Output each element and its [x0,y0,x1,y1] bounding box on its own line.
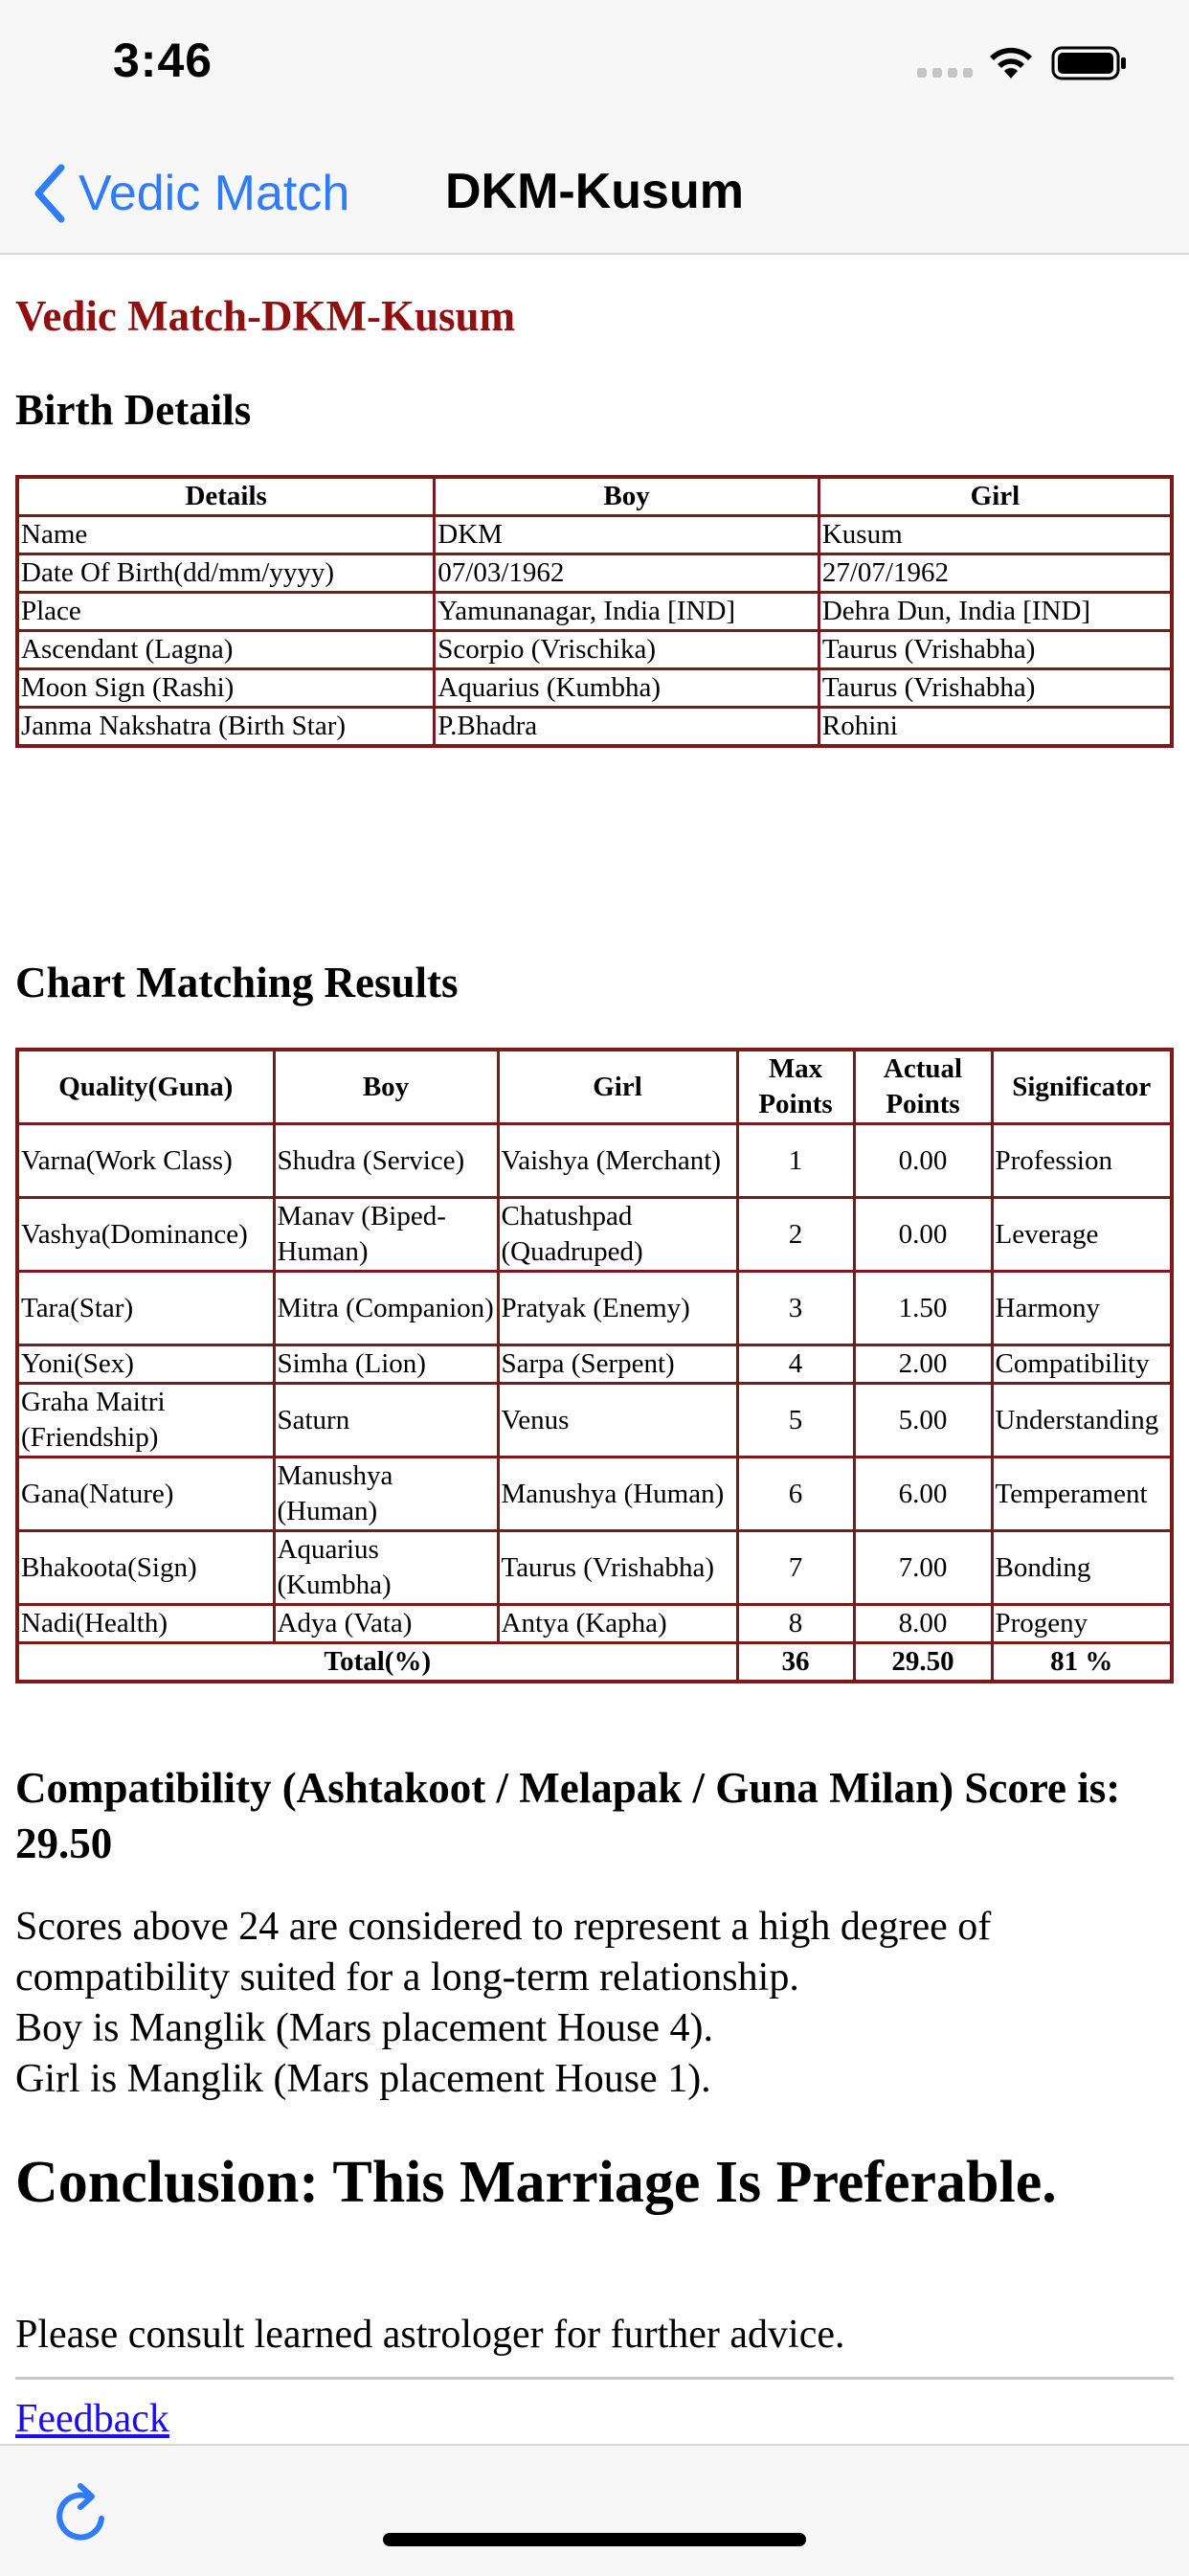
manglik-note-girl: Girl is Manglik (Mars placement House 1). [15,2057,711,2101]
table-cell: Ascendant (Lagna) [17,631,435,669]
nav-title: DKM-Kusum [445,164,744,219]
table-cell: Date Of Birth(dd/mm/yyyy) [17,554,435,593]
table-cell: Tara(Star) [17,1272,274,1345]
table-header: Actual Points [854,1050,992,1124]
table-cell: 7 [737,1531,854,1605]
cellular-signal-icon [917,68,973,78]
table-cell: 2.00 [854,1345,992,1384]
table-header: Max Points [737,1050,854,1124]
table-cell: Temperament [992,1457,1172,1531]
status-bar [0,0,1189,134]
table-cell: Vashya(Dominance) [17,1198,274,1272]
conclusion-heading: Conclusion: This Marriage Is Preferable. [15,2150,1057,2215]
table-cell: DKM [435,516,819,554]
table-cell: Janma Nakshatra (Birth Star) [17,708,435,747]
table-cell: Mitra (Companion) [274,1272,498,1345]
table-row [17,708,1172,747]
table-cell: 1 [737,1124,854,1198]
table-row [17,1605,1172,1643]
table-cell: Shudra (Service) [274,1124,498,1198]
manglik-note-boy: Boy is Manglik (Mars placement House 4). [15,2006,714,2050]
table-cell: 07/03/1962 [435,554,819,593]
table-row [17,1531,1172,1605]
table-cell: Dehra Dun, India [IND] [819,593,1172,631]
table-row [17,631,1172,669]
wifi-icon [986,42,1036,80]
table-cell: 1.50 [854,1272,992,1345]
table-cell: Venus [498,1384,737,1457]
table-cell: 6 [737,1457,854,1531]
table-cell: Pratyak (Enemy) [498,1272,737,1345]
table-cell: Manav (Biped-Human) [274,1198,498,1272]
status-time: 3:46 [113,34,213,87]
note-line: Scores above 24 are considered to represent a high degree of [15,1905,992,1949]
score-value: 29.50 [15,1819,113,1867]
table-cell: P.Bhadra [435,708,819,747]
table-cell: Profession [992,1124,1172,1198]
table-cell: Harmony [992,1272,1172,1345]
back-button-label: Vedic Match [79,166,350,221]
birth-details-heading: Birth Details [15,386,252,434]
table-cell: Taurus (Vrishabha) [819,669,1172,708]
table-cell: 8.00 [854,1605,992,1643]
table-cell: Vaishya (Merchant) [498,1124,737,1198]
table-cell: Yoni(Sex) [17,1345,274,1384]
table-header-row [17,1050,1172,1124]
table-row [17,1198,1172,1272]
table-header-row [17,477,1172,516]
table-row [17,1124,1172,1198]
table-row [17,554,1172,593]
battery-icon [1051,46,1128,80]
table-total-row [17,1643,1172,1683]
table-cell: Sarpa (Serpent) [498,1345,737,1384]
table-cell: Leverage [992,1198,1172,1272]
refresh-icon[interactable] [50,2482,117,2549]
table-cell: Place [17,593,435,631]
score-heading-text: Compatibility (Ashtakoot / Melapak / Guna Milan) Score is: [15,1764,1121,1812]
table-cell: 0.00 [854,1198,992,1272]
feedback-link[interactable]: Feedback [15,2397,169,2441]
table-cell: Adya (Vata) [274,1605,498,1643]
bottom-toolbar [0,2444,1189,2576]
table-cell: Chatushpad (Quadruped) [498,1198,737,1272]
table-row [17,1272,1172,1345]
table-cell: Manushya (Human) [274,1457,498,1531]
table-cell: Saturn [274,1384,498,1457]
table-cell: 5.00 [854,1384,992,1457]
table-cell: 4 [737,1345,854,1384]
table-cell: Scorpio (Vrischika) [435,631,819,669]
table-header: Quality(Guna) [17,1050,274,1124]
table-cell: 0.00 [854,1124,992,1198]
table-cell: Antya (Kapha) [498,1605,737,1643]
table-cell: Name [17,516,435,554]
table-cell: Kusum [819,516,1172,554]
table-row [17,516,1172,554]
table-header: Boy [274,1050,498,1124]
table-cell: Simha (Lion) [274,1345,498,1384]
table-cell: Taurus (Vrishabha) [819,631,1172,669]
table-header: Girl [819,477,1172,516]
table-cell: 6.00 [854,1457,992,1531]
table-header: Details [17,477,435,516]
note-line: compatibility suited for a long-term relationship. [15,1955,799,2000]
total-percent: 81 % [992,1643,1172,1683]
table-cell: Graha Maitri (Friendship) [17,1384,274,1457]
table-row [17,593,1172,631]
guna-matching-table [15,1048,1174,1683]
table-row [17,669,1172,708]
table-row [17,1345,1172,1384]
chart-matching-heading: Chart Matching Results [15,959,459,1006]
table-cell: Bhakoota(Sign) [17,1531,274,1605]
table-cell: 7.00 [854,1531,992,1605]
table-row [17,1384,1172,1457]
compatibility-score-heading [15,1760,1183,1871]
table-cell: 3 [737,1272,854,1345]
page-title: Vedic Match-DKM-Kusum [15,292,516,340]
table-cell: Manushya (Human) [498,1457,737,1531]
table-cell: 27/07/1962 [819,554,1172,593]
table-cell: Moon Sign (Rashi) [17,669,435,708]
table-cell: 8 [737,1605,854,1643]
birth-details-table [15,475,1174,748]
table-cell: Aquarius (Kumbha) [274,1531,498,1605]
total-max-points: 36 [737,1643,854,1683]
table-cell: 2 [737,1198,854,1272]
table-cell: Nadi(Health) [17,1605,274,1643]
advice-text: Please consult learned astrologer for further advice. [15,2313,845,2357]
table-header: Girl [498,1050,737,1124]
table-cell: Understanding [992,1384,1172,1457]
table-cell: 5 [737,1384,854,1457]
table-cell: Gana(Nature) [17,1457,274,1531]
table-cell: Compatibility [992,1345,1172,1384]
table-cell: Aquarius (Kumbha) [435,669,819,708]
total-actual-points: 29.50 [854,1643,992,1683]
table-cell: Progeny [992,1605,1172,1643]
total-label: Total(%) [17,1643,737,1683]
table-cell: Bonding [992,1531,1172,1605]
table-cell: Varna(Work Class) [17,1124,274,1198]
table-cell: Rohini [819,708,1172,747]
table-cell: Yamunanagar, India [IND] [435,593,819,631]
navigation-bar [0,134,1189,255]
divider [15,2377,1174,2380]
table-header: Significator [992,1050,1172,1124]
score-notes [15,1902,1183,2105]
table-header: Boy [435,477,819,516]
table-cell: Taurus (Vrishabha) [498,1531,737,1605]
table-row [17,1457,1172,1531]
home-indicator [383,2533,806,2546]
